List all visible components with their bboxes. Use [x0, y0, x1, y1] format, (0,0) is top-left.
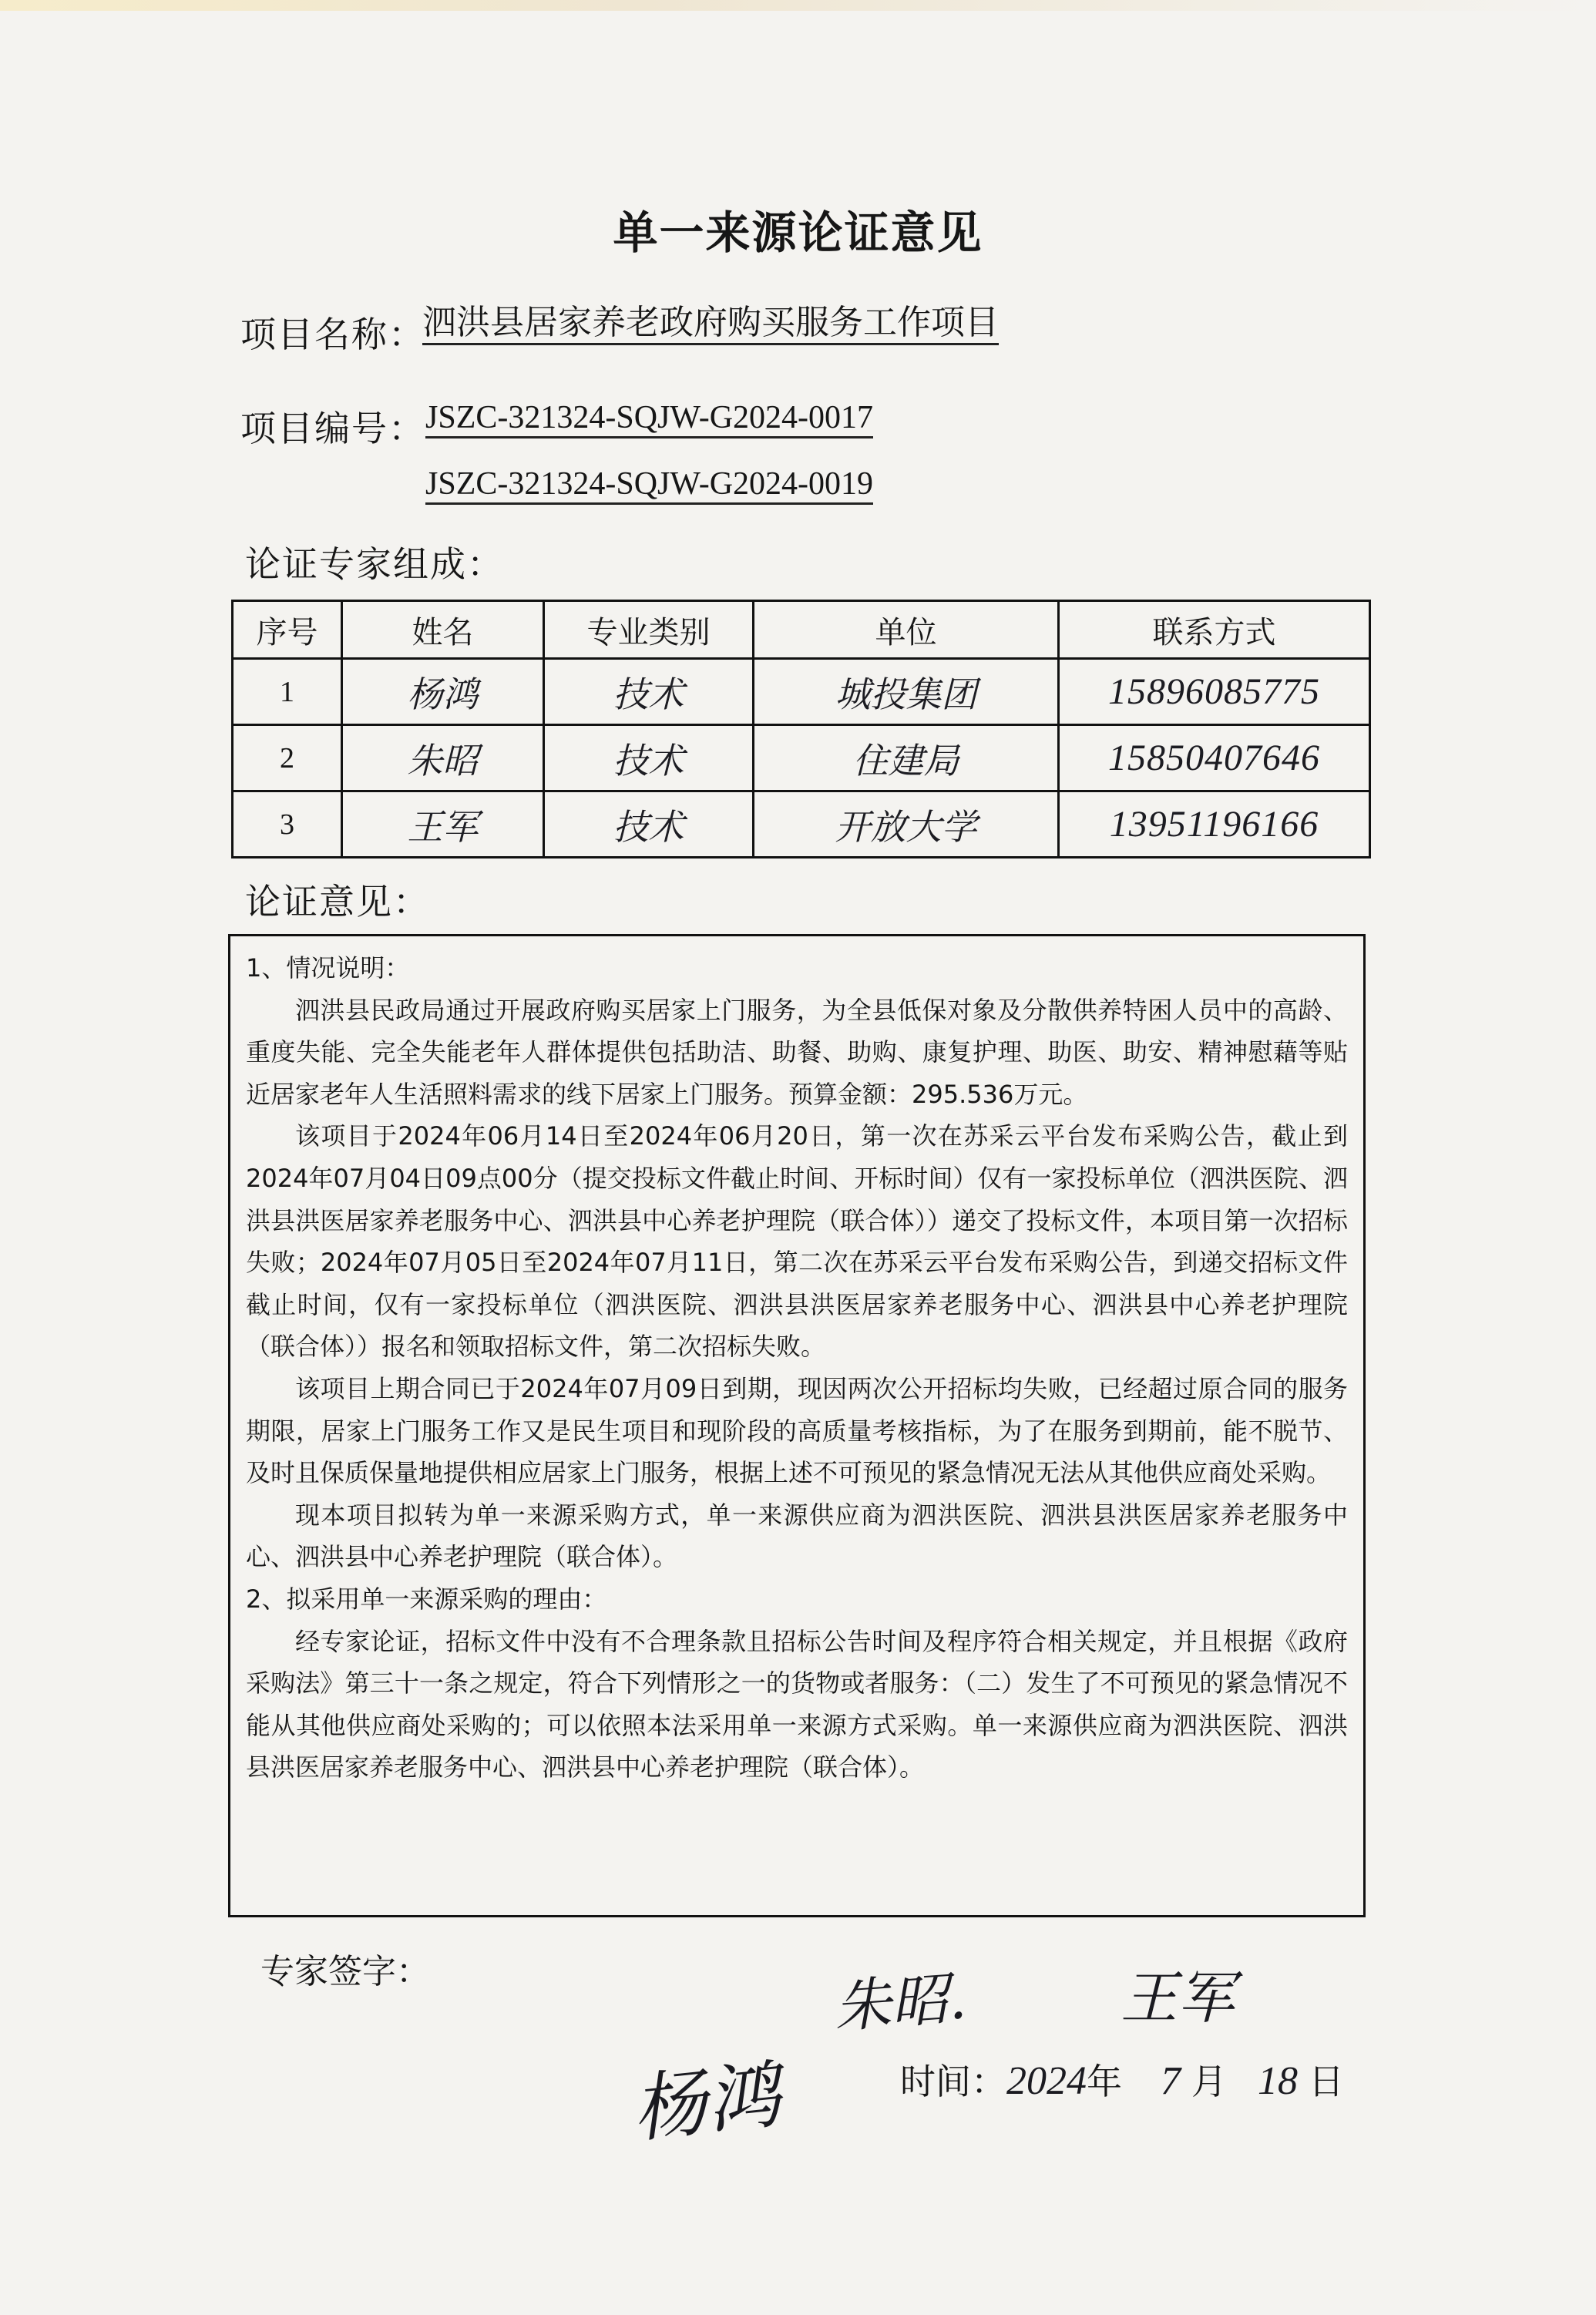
table-row — [233, 725, 1370, 791]
header-name: 姓名 — [342, 601, 544, 659]
signature-label: 专家签字： — [260, 1952, 430, 1991]
experts-table — [231, 600, 1371, 858]
opinion-paragraph-4: 现本项目拟转为单一来源采购方式，单一来源供应商为泗洪医院、泗洪县洪医居家养老服务中心、泗洪县中心养老护理院（联合体）。 — [246, 1500, 1348, 1572]
date-year-unit: 年 — [1087, 2061, 1122, 2102]
row-name-handwritten: 朱昭 — [342, 725, 544, 791]
row-phone-handwritten: 15850407646 — [1059, 725, 1370, 791]
row-name-handwritten: 杨鸿 — [342, 659, 544, 725]
opinion-label: 论证意见： — [245, 881, 430, 922]
document-title: 单一来源论证意见 — [613, 207, 983, 259]
header-no: 序号 — [233, 601, 342, 659]
table-row — [233, 791, 1370, 858]
row-category-handwritten: 技术 — [544, 725, 754, 791]
row-phone-handwritten: 13951196166 — [1059, 791, 1370, 858]
header-category: 专业类别 — [544, 601, 754, 659]
project-name-value: 泗洪县居家养老政府购买服务工作项目 — [422, 304, 999, 345]
scan-edge — [0, 0, 1596, 11]
row-no: 2 — [233, 725, 342, 791]
project-name-label: 项目名称： — [240, 314, 425, 355]
opinion-paragraph-2: 该项目于2024年06月14日至2024年06月20日，第一次在苏采云平台发布采购公告，截止到2024年07月04日09点00分（提交投标文件截止时间、开标时间）仅有一家投标单位（泗洪医院、泗洪县洪医居家养老服务中心、泗洪县中心养老护理院（联合体））递交了投标文件，本项目第一次招标失败；2024年07月05日至2024年07月11日，第二次在苏采云平台发布采购公告，到递交招标文件截止时间，仅有一家投标单位（泗洪医院、泗洪县洪医居家养老服务中心、泗洪县中心养老护理院（联合体））报名和领取招标文件，第二次招标失败。 — [246, 1121, 1348, 1362]
row-unit-handwritten: 城投集团 — [754, 659, 1059, 725]
date-year: 2024 — [1006, 2059, 1087, 2103]
opinion-paragraph-5: 经专家论证，招标文件中没有不合理条款且招标公告时间及程序符合相关规定，并且根据《政府采购法》第三十一条之规定，符合下列情形之一的货物或者服务：（二）发生了不可预见的紧急情况不能从其他供应商处采购的；可以依照本法采用单一来源方式采购。单一来源供应商为泗洪医院、泗洪县洪医居家养老服务中心、泗洪县中心养老护理院（联合体）。 — [246, 1626, 1348, 1782]
header-contact: 联系方式 — [1059, 601, 1370, 659]
project-code-label: 项目编号： — [240, 408, 425, 449]
project-code-1: JSZC-321324-SQJW-G2024-0017 — [425, 399, 873, 438]
row-name-handwritten: 王军 — [342, 791, 544, 858]
opinion-paragraph-1: 泗洪县民政局通过开展政府购买居家上门服务，为全县低保对象及分散供养特困人员中的高龄、重度失能、完全失能老年人群体提供包括助洁、助餐、助购、康复护理、助医、助安、精神慰藉等贴近居家老年人生活照料需求的线下居家上门服务。预算金额：295.536万元。 — [246, 995, 1348, 1109]
signature-yang: 杨鸿 — [628, 2051, 785, 2153]
opinion-paragraph-3: 该项目上期合同已于2024年07月09日到期，现因两次公开招标均失败，已经超过原合同的服务期限，居家上门服务工作又是民生项目和现阶段的高质量考核指标，为了在服务到期前，能不脱节、及时且保质保量地提供相应居家上门服务，根据上述不可预见的紧急情况无法从其他供应商处采购。 — [246, 1373, 1348, 1488]
sign-date — [900, 2054, 1344, 2105]
row-no: 1 — [233, 659, 342, 725]
date-month: 7 — [1161, 2059, 1181, 2103]
row-phone-handwritten: 15896085775 — [1059, 659, 1370, 725]
experts-label: 论证专家组成： — [245, 543, 504, 585]
date-month-unit: 月 — [1191, 2061, 1227, 2102]
section-1-heading: 1、情况说明： — [246, 953, 410, 983]
opinion-box — [228, 934, 1366, 1917]
signature-zhu: 朱昭. — [832, 1965, 969, 2041]
row-unit-handwritten: 住建局 — [754, 725, 1059, 791]
header-unit: 单位 — [754, 601, 1059, 659]
signature-wang: 王军 — [1121, 1965, 1235, 2031]
project-code-2: JSZC-321324-SQJW-G2024-0019 — [425, 465, 873, 505]
date-day: 18 — [1258, 2059, 1298, 2103]
section-2-heading: 2、拟采用单一来源采购的理由： — [246, 1584, 607, 1614]
row-category-handwritten: 技术 — [544, 791, 754, 858]
table-row — [233, 659, 1370, 725]
row-no: 3 — [233, 791, 342, 858]
date-label: 时间： — [900, 2061, 1006, 2102]
row-unit-handwritten: 开放大学 — [754, 791, 1059, 858]
table-header-row — [233, 601, 1370, 659]
date-day-unit: 日 — [1309, 2061, 1344, 2102]
row-category-handwritten: 技术 — [544, 659, 754, 725]
